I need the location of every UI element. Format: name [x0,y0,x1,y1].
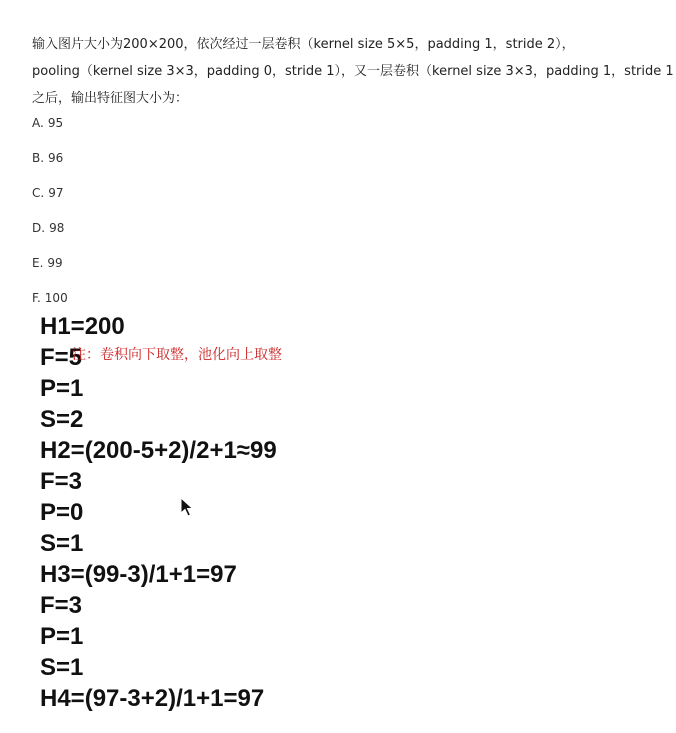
option-b [32,151,63,165]
question-line-1: 输入图片大小为200×200，依次经过一层卷积（kernel size 5×5，padding 1，stride 2）， [32,37,575,52]
work-step-p3: P=1 [40,623,84,650]
option-value: 95 [47,116,64,130]
option-letter: A. [32,116,44,130]
work-step-h1: H1=200 [40,313,125,340]
option-f [32,291,68,305]
mouse-pointer-icon [180,497,194,517]
option-value: 96 [48,151,64,165]
option-value: 99 [47,256,63,270]
option-letter: E. [32,256,44,270]
option-letter: F. [32,291,41,305]
option-e [32,256,63,270]
question-text [32,31,674,112]
option-value: 98 [49,221,65,235]
work-step-p1: P=1 [40,375,84,402]
work-step-f3: F=3 [40,592,83,619]
work-step-h4: H4=(97-3+2)/1+1=97 [40,685,265,712]
question-line-2: pooling（kernel size 3×3，padding 0，stride 1），又一层卷积（kernel size 3×3，padding 1，stride 1 [32,64,674,79]
option-value: 97 [48,186,64,200]
work-step-f1: F=5 [40,344,83,371]
option-letter: B. [32,151,45,165]
option-letter: C. [32,186,45,200]
work-step-s3: S=1 [40,654,84,681]
option-letter: D. [32,221,46,235]
work-step-h2: H2=(200-5+2)/2+1≈99 [40,437,277,464]
option-c [32,186,63,200]
question-line-3: 之后，输出特征图大小为： [32,91,189,106]
option-value: 100 [44,291,68,305]
option-d [32,221,64,235]
work-step-f2: F=3 [40,468,83,495]
option-a [32,116,63,130]
work-step-s1: S=2 [40,406,84,433]
work-step-s2: S=1 [40,530,84,557]
work-step-p2: P=0 [40,499,84,526]
work-step-h3: H3=(99-3)/1+1=97 [40,561,237,588]
rounding-note: 注：卷积向下取整，池化向上取整 [72,347,282,363]
